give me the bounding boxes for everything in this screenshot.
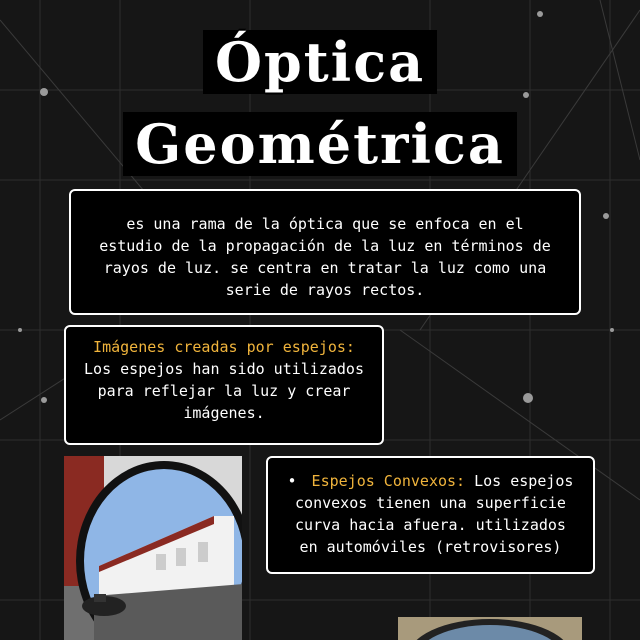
title-text-1: Óptica: [214, 30, 426, 94]
second-mirror-image: [398, 617, 582, 640]
mirrors-text: Los espejos han sido utilizados para reflejar la luz y crear imágenes.: [84, 360, 364, 422]
convex-text: Los espejos convexos tienen una superficie curva hacia afuera. utilizados en automóviles (retrovisores): [295, 472, 574, 556]
convex-heading: Espejos Convexos:: [311, 472, 466, 490]
convex-text-block: [282, 470, 579, 558]
second-mirror-photo: [398, 617, 582, 640]
page-title-line-1: [0, 30, 640, 94]
convex-mirror-image: [64, 456, 242, 640]
intro-box: [69, 189, 581, 315]
convex-mirror-photo: [64, 456, 242, 640]
mirrors-heading: Imágenes creadas por espejos:: [93, 338, 355, 356]
convex-mirrors-box: [266, 456, 595, 574]
bullet-icon: •: [287, 472, 297, 490]
page-title-line-2: [0, 112, 640, 176]
mirrors-box: [64, 325, 384, 445]
title-text-2: Geométrica: [135, 112, 505, 176]
intro-text: es una rama de la óptica que se enfoca en el estudio de la propagación de la luz en términos de rayos de luz. se centra en tratar la luz como una serie de rayos rectos.: [99, 215, 551, 299]
